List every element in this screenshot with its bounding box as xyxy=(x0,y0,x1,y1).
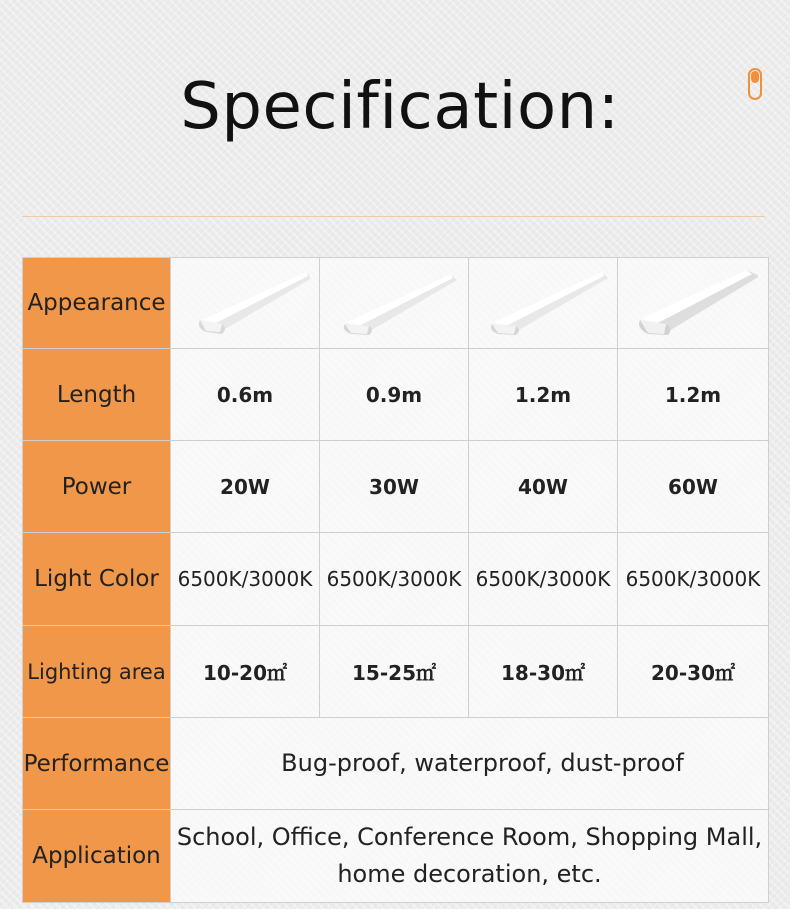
length-value: 0.9m xyxy=(320,349,469,441)
power-value: 20W xyxy=(171,441,320,533)
lighting-area-value: 18-30㎡ xyxy=(469,626,618,718)
row-appearance xyxy=(23,258,769,349)
light-color-value: 6500K/3000K xyxy=(171,533,320,626)
length-value: 1.2m xyxy=(469,349,618,441)
length-value: 1.2m xyxy=(618,349,769,441)
application-value xyxy=(171,810,769,903)
row-length xyxy=(23,349,769,441)
light-color-value: 6500K/3000K xyxy=(320,533,469,626)
light-color-value: 6500K/3000K xyxy=(469,533,618,626)
divider xyxy=(22,216,765,217)
led-tube-icon xyxy=(329,268,459,338)
label-length: Length xyxy=(23,349,171,441)
tube-image xyxy=(171,258,320,349)
label-appearance: Appearance xyxy=(23,258,171,349)
power-value: 60W xyxy=(618,441,769,533)
led-tube-icon xyxy=(478,268,608,338)
row-application xyxy=(23,810,769,903)
label-light-color: Light Color xyxy=(23,533,171,626)
power-value: 40W xyxy=(469,441,618,533)
performance-value: Bug-proof, waterproof, dust-proof xyxy=(171,718,769,810)
application-line: School, Office, Conference Room, Shopping Mall, xyxy=(176,823,763,851)
label-power: Power xyxy=(23,441,171,533)
row-light-color xyxy=(23,533,769,626)
power-value: 30W xyxy=(320,441,469,533)
spec-table xyxy=(22,257,769,903)
application-line: home decoration, etc. xyxy=(337,860,602,888)
label-performance: Performance xyxy=(23,718,171,810)
tube-image xyxy=(320,258,469,349)
lighting-area-value: 15-25㎡ xyxy=(320,626,469,718)
light-color-value: 6500K/3000K xyxy=(618,533,769,626)
row-lighting-area xyxy=(23,626,769,718)
row-power xyxy=(23,441,769,533)
led-tube-icon xyxy=(180,268,310,338)
label-lighting-area: Lighting area xyxy=(23,626,171,718)
scroll-indicator-icon xyxy=(748,68,762,100)
row-performance xyxy=(23,718,769,810)
tube-image xyxy=(469,258,618,349)
length-value: 0.6m xyxy=(171,349,320,441)
lighting-area-value: 10-20㎡ xyxy=(171,626,320,718)
label-application: Application xyxy=(23,810,171,903)
lighting-area-value: 20-30㎡ xyxy=(618,626,769,718)
page-title: Specification: xyxy=(180,70,620,144)
led-tube-icon xyxy=(628,268,758,338)
tube-image xyxy=(618,258,769,349)
